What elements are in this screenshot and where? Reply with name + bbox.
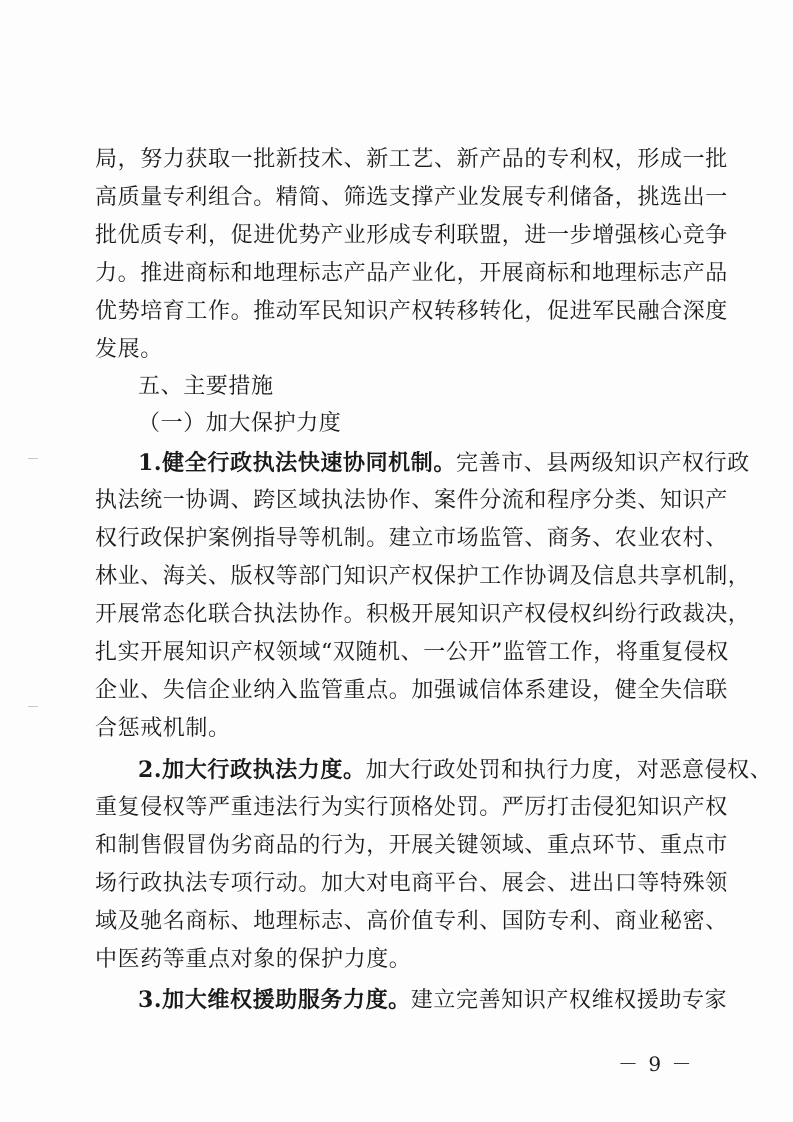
paragraph-line: 批优质专利，促进优势产业形成专利联盟，进一步增强核心竞争 [95, 223, 728, 248]
item1-first-line-rest: 完善市、县两级知识产权行政 [455, 451, 750, 476]
paragraph-line: 发展。 [95, 337, 163, 362]
paragraph-line: 高质量专利组合。精简、筛选支撑产业发展专利储备，挑选出一 [95, 185, 728, 210]
item1-first-line [138, 449, 750, 478]
item3-lead: 3.加大维权援助服务力度。 [138, 987, 411, 1013]
item3-first-line-rest: 建立完善知识产权维权援助专家 [410, 988, 728, 1013]
paragraph-line: 执法统一协调、跨区域执法协作、案件分流和程序分类、知识产 [95, 488, 728, 513]
scan-mark [28, 458, 38, 459]
paragraph-line: 场行政执法专项行动。加大对电商平台、展会、进出口等特殊领 [95, 871, 728, 896]
paragraph-line: 重复侵权等严重违法行为实行顶格处罚。严厉打击侵犯知识产权 [95, 795, 728, 820]
paragraph-line: 局，努力获取一批新技术、新工艺、新产品的专利权，形成一批 [95, 147, 728, 172]
item3-first-line [138, 986, 728, 1015]
scan-mark [28, 706, 38, 707]
paragraph-line: 中医药等重点对象的保护力度。 [95, 947, 412, 972]
paragraph-line: 扎实开展知识产权领域“双随机、一公开”监管工作，将重复侵权 [95, 640, 729, 665]
paragraph-line: 开展常态化联合执法协作。积极开展知识产权侵权纠纷行政裁决， [95, 602, 751, 627]
section-heading: 五、主要措施 [138, 374, 274, 399]
item2-first-line-rest: 加大行政处罚和执行力度，对恶意侵权、 [365, 758, 773, 783]
item2-lead: 2.加大行政执法力度。 [138, 757, 366, 783]
paragraph-line: 优势培育工作。推动军民知识产权转移转化，促进军民融合深度 [95, 299, 728, 324]
paragraph-line: 力。推进商标和地理标志产品产业化，开展商标和地理标志产品 [95, 261, 728, 286]
item2-first-line [138, 756, 773, 785]
paragraph-line: 和制售假冒伪劣商品的行为，开展关键领域、重点环节、重点市 [95, 833, 728, 858]
subsection-heading: （一）加大保护力度 [138, 411, 342, 436]
paragraph-line: 林业、海关、版权等部门知识产权保护工作协调及信息共享机制， [95, 564, 751, 589]
page-number: － 9 － [618, 1052, 694, 1076]
item1-lead: 1.健全行政执法快速协同机制。 [138, 450, 456, 476]
paragraph-line: 企业、失信企业纳入监管重点。加强诚信体系建设，健全失信联 [95, 678, 728, 703]
paragraph-line: 合惩戒机制。 [95, 716, 231, 741]
paragraph-line: 域及驰名商标、地理标志、高价值专利、国防专利、商业秘密、 [95, 909, 728, 934]
paragraph-line: 权行政保护案例指导等机制。建立市场监管、商务、农业农村、 [95, 526, 728, 551]
